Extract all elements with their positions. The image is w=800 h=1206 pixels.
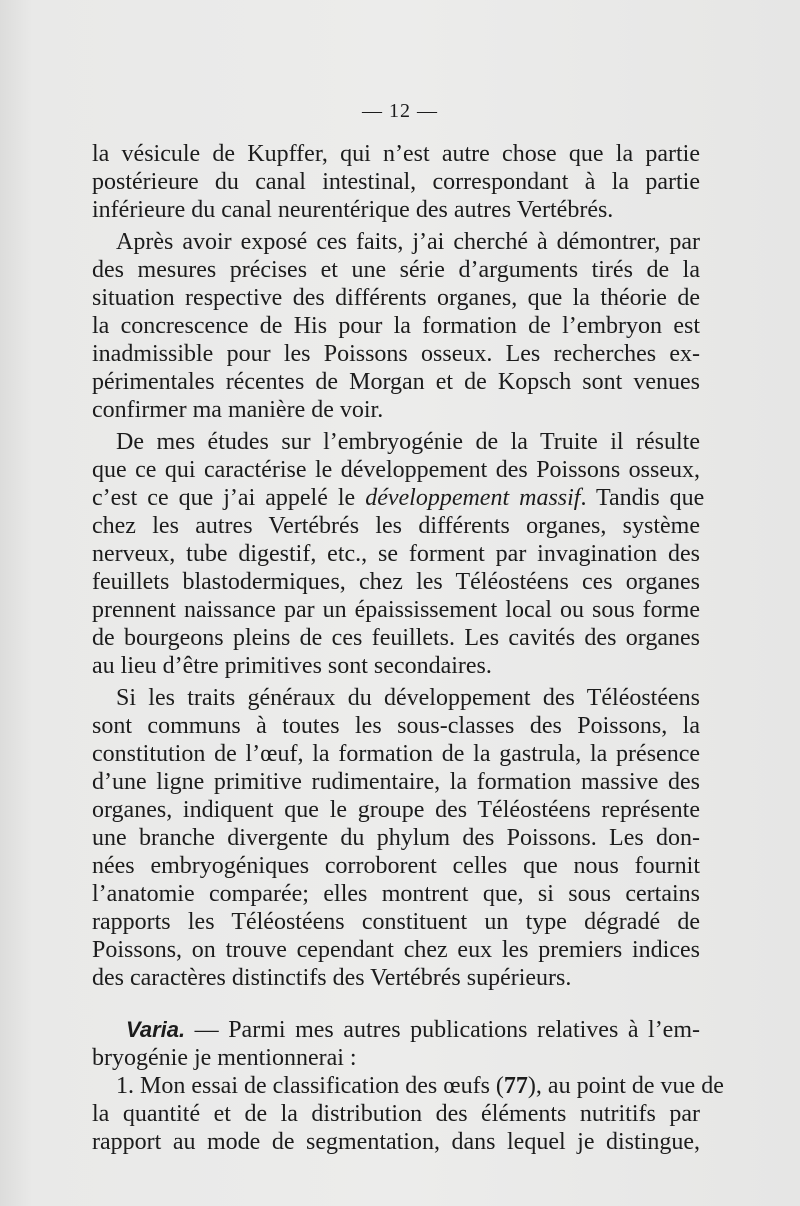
text-line: situation respective des différents organes, que la théorie de [92, 285, 700, 311]
text-line: nerveux, tube digestif, etc., se forment par invagination des [92, 541, 700, 567]
text-line: sont communs à toutes les sous-classes des Poissons, la [92, 713, 700, 739]
text-line: inadmissible pour les Poissons osseux. Les recherches ex- [92, 341, 700, 367]
text-line: l’anatomie comparée; elles montrent que, si sous certains [92, 881, 700, 907]
text-line: la concrescence de His pour la formation de l’embryon est [92, 313, 700, 339]
text-span: — Parmi mes autres publications relatives à l’em- [185, 1017, 700, 1043]
text-line: rapports les Téléostéens constituent un type dégradé de [92, 909, 700, 935]
text-line: que ce qui caractérise le développement des Poissons osseux, [92, 457, 700, 483]
page-number: — 12 — [362, 100, 438, 122]
text-line: périmentales récentes de Morgan et de Kopsch sont venues [92, 369, 700, 395]
text-line: feuillets blastodermiques, chez les Téléostéens ces organes [92, 569, 700, 595]
text-line: inférieure du canal neurentérique des autres Vertébrés. [92, 197, 614, 223]
text-span: c’est ce que j’ai appelé le [92, 485, 356, 511]
text-line: Si les traits généraux du développement des Téléostéens [116, 685, 700, 711]
text-span: . Tandis que [580, 485, 705, 511]
text-line: postérieure du canal intestinal, correspondant à la partie [92, 169, 700, 195]
text-line: d’une ligne primitive rudimentaire, la formation massive des [92, 769, 700, 795]
text-line: Après avoir exposé ces faits, j’ai cherché à démontrer, par [116, 229, 700, 255]
text-line: des mesures précises et une série d’arguments tirés de la [92, 257, 700, 283]
text-line: Poissons, on trouve cependant chez eux les premiers indices [92, 937, 700, 963]
text-line: de bourgeons pleins de ces feuillets. Les cavités des organes [92, 625, 700, 651]
text-line: organes, indiquent que le groupe des Téléostéens représente [92, 797, 700, 823]
text-line: nées embryogéniques corroborent celles que nous fournit [92, 853, 700, 879]
list-item [116, 1072, 724, 1100]
reference-number: 77 [503, 1073, 528, 1099]
italic-phrase: développement massif [365, 485, 581, 511]
text-line: une branche divergente du phylum des Poissons. Les don- [92, 825, 700, 851]
text-line [92, 484, 705, 512]
text-line: prennent naissance par un épaississement local ou sous forme [92, 597, 700, 623]
text-line: constitution de l’œuf, la formation de la gastrula, la présence [92, 741, 700, 767]
text-line: des caractères distinctifs des Vertébrés supérieurs. [92, 965, 572, 991]
text-line: chez les autres Vertébrés les différents organes, système [92, 513, 700, 539]
text-line: au lieu d’être primitives sont secondaires. [92, 653, 492, 679]
text-line: rapport au mode de segmentation, dans lequel je distingue, [92, 1129, 700, 1155]
text-line: bryogénie je mentionnerai : [92, 1045, 357, 1071]
text-span: ), au point de vue de [527, 1073, 724, 1099]
text-span: 1. Mon essai de classification des œufs ( [116, 1073, 504, 1099]
varia-line [126, 1016, 700, 1044]
text-line: la vésicule de Kupffer, qui n’est autre chose que la partie [92, 141, 700, 167]
text-line: la quantité et de la distribution des éléments nutritifs par [92, 1101, 700, 1127]
text-line: confirmer ma manière de voir. [92, 397, 384, 423]
varia-label: Varia. [126, 1017, 186, 1042]
text-line: De mes études sur l’embryogénie de la Truite il résulte [116, 429, 700, 455]
